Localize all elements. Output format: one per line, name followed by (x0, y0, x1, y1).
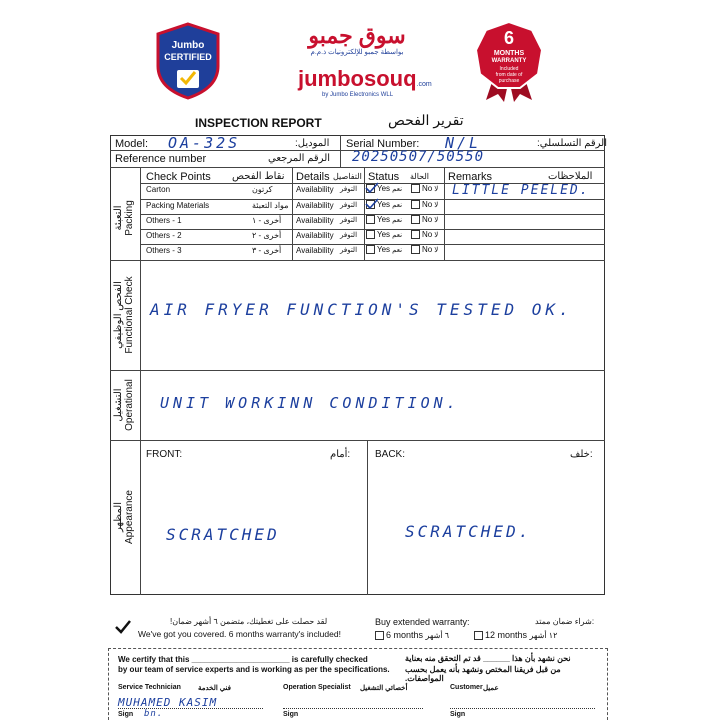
souq-jumbo-logo (282, 24, 432, 64)
extended-ar: شراء ضمان ممتد: (535, 617, 595, 626)
no-label-ar: لا (434, 232, 439, 239)
yes-label-ar: نعم (392, 202, 403, 209)
serial-value[interactable]: N/L (445, 134, 482, 152)
row-availability-ar: التوفر (340, 202, 358, 209)
no-label-ar: لا (434, 202, 439, 209)
logo-en: jumbosouq (298, 66, 417, 91)
row-availability-ar: التوفر (340, 217, 358, 224)
yes-label: Yes (377, 215, 391, 224)
row-check-ar: أخرى - ٣ (252, 246, 282, 255)
logo-en-domain: .com (416, 81, 432, 88)
operational-ar: التشغيل (113, 388, 124, 422)
row-availability: Availability (296, 231, 334, 240)
tech-name[interactable]: MUHAMED KASIM (118, 696, 218, 709)
tech-sign-label: Sign (118, 711, 134, 718)
badge-line2: CERTIFIED (164, 52, 212, 62)
ops-sign-label: Sign (283, 711, 299, 718)
row-check-en: Carton (146, 185, 171, 194)
packing-en: Packing (124, 200, 135, 236)
appearance-en: Appearance (124, 490, 135, 544)
row-availability: Availability (296, 201, 334, 210)
opt-12-checkbox[interactable] (474, 631, 483, 640)
cust-name-line[interactable] (450, 708, 595, 709)
row-availability: Availability (296, 216, 334, 225)
front-text[interactable]: SCRATCHED (166, 525, 280, 544)
yes-label-ar: نعم (392, 186, 403, 193)
appearance-ar: المظهر (113, 502, 124, 532)
back-label: BACK: (375, 449, 406, 460)
tech-name-line (118, 708, 263, 709)
checkmark-icon (114, 618, 132, 641)
remark-carton[interactable]: LITTLE PEELED. (452, 183, 590, 198)
logo-en-sub: by Jumbo Electronics WLL (322, 92, 394, 98)
row-check-en: Others - 3 (146, 246, 182, 255)
tick-icon (365, 197, 379, 215)
appearance-label (113, 477, 137, 557)
certify-ar-line1: نحن نشهد بأن هذا ______ قد تم التحقق منه بعناية (405, 654, 571, 663)
back-text[interactable]: SCRATCHED. (405, 522, 532, 541)
opt-6-months[interactable] (375, 630, 449, 640)
certify-line2: by our team of service experts and is working as per the specifications. (118, 665, 390, 674)
yes-label: Yes (377, 245, 391, 254)
yes-checkbox[interactable] (366, 245, 375, 254)
warranty-num: 6 (503, 28, 514, 48)
tech-label-ar: فني الخدمة (198, 685, 232, 692)
row-yes-option[interactable] (366, 215, 402, 224)
row-no-option[interactable] (411, 200, 438, 209)
back-label-ar: خلف: (570, 449, 593, 460)
warranty-line5: purchase (498, 78, 520, 84)
warranty-line3: Included (499, 66, 519, 72)
row-check-ar: أخرى - ١ (252, 216, 282, 225)
cust-label: Customer (450, 684, 483, 691)
title-en: INSPECTION REPORT (195, 116, 322, 130)
row-check-ar: مواد التعبئة (252, 201, 289, 210)
opt-6-checkbox[interactable] (375, 631, 384, 640)
no-checkbox[interactable] (411, 200, 420, 209)
no-label: No (422, 184, 433, 193)
warranty-seal (472, 20, 546, 102)
serial-label: Serial Number: (346, 138, 420, 150)
packing-ar: التعبئة (113, 205, 124, 231)
no-checkbox[interactable] (411, 230, 420, 239)
functional-text[interactable]: AIR FRYER FUNCTION'S TESTED OK. (150, 300, 573, 319)
serial-label-ar: الرقم التسلسلي: (537, 138, 607, 149)
row-check-en: Others - 2 (146, 231, 182, 240)
functional-ar: الفحص الوظيفي (113, 281, 124, 349)
row-availability-ar: التوفر (340, 247, 358, 254)
no-label: No (422, 245, 433, 254)
opt-12-en: 12 months (485, 630, 528, 640)
col-details: Details (296, 171, 330, 183)
col-check: Check Points (146, 171, 211, 183)
opt-6-ar: ٦ أشهر (425, 631, 450, 640)
ref-label: Reference number (115, 153, 207, 165)
yes-label-ar: نعم (392, 232, 403, 239)
front-label: FRONT: (146, 449, 183, 460)
functional-en: Functional Check (124, 276, 135, 354)
opt-6-en: 6 months (386, 630, 424, 640)
row-check-en: Packing Materials (146, 201, 210, 210)
row-availability-ar: التوفر (340, 232, 358, 239)
certify-line1-a: We certify that this (118, 655, 190, 664)
no-checkbox[interactable] (411, 245, 420, 254)
ref-label-ar: الرقم المرجعي (268, 153, 331, 164)
operational-text[interactable]: UNIT WORKINN CONDITION. (160, 394, 460, 412)
row-availability: Availability (296, 246, 334, 255)
ops-name-line[interactable] (283, 708, 423, 709)
covered-ar: لقد حصلت على تغطيتك، متضمن ٦ أشهر ضمان! (170, 617, 328, 626)
yes-checkbox[interactable] (366, 230, 375, 239)
no-label: No (422, 215, 433, 224)
row-no-option[interactable] (411, 215, 438, 224)
certify-line1: We certify that this ______________________ is carefully checked (118, 655, 368, 664)
col-remarks: Remarks (448, 171, 493, 183)
row-availability: Availability (296, 185, 334, 194)
no-label: No (422, 200, 433, 209)
certify-line1-b: is carefully checked (291, 655, 368, 664)
row-no-option[interactable] (411, 230, 438, 239)
model-label: Model: (115, 138, 149, 150)
col-status-ar: الحالة (410, 172, 429, 181)
no-label-ar: لا (434, 186, 439, 193)
covered-en: We've got you covered. 6 months warranty's included! (138, 629, 341, 639)
warranty-line1: MONTHS (493, 50, 525, 57)
row-check-ar: كرتون (252, 185, 273, 194)
row-yes-option[interactable] (366, 245, 402, 254)
yes-label-ar: نعم (392, 217, 403, 224)
row-no-option[interactable] (411, 245, 438, 254)
ops-label: Operation Specialist (283, 684, 351, 691)
jumbosouq-logo (282, 66, 442, 102)
title-ar: تقرير الفحص (388, 112, 464, 128)
ops-label-ar: أخصائي التشغيل (360, 685, 408, 692)
no-checkbox[interactable] (411, 215, 420, 224)
logo-ar-sub: بواسطة جمبو للإلكترونيات ذ.م.م (310, 49, 404, 56)
logo-ar: سوق جمبو (308, 23, 406, 48)
row-no-option[interactable] (411, 184, 438, 193)
cust-sign-label: Sign (450, 711, 466, 718)
warranty-line2: WARRANTY (491, 58, 527, 64)
extended-en: Buy extended warranty: (375, 617, 470, 627)
operational-en: Operational (124, 379, 135, 431)
functional-label (113, 265, 137, 365)
row-yes-option[interactable] (366, 230, 402, 239)
no-label-ar: لا (434, 217, 439, 224)
model-value[interactable]: OA-32S (168, 134, 241, 152)
yes-label: Yes (377, 184, 391, 193)
row-availability-ar: التوفر (340, 186, 358, 193)
yes-label: Yes (377, 200, 391, 209)
certified-badge (155, 22, 221, 100)
col-remarks-ar: الملاحظات (548, 171, 593, 182)
front-label-ar: أمام: (330, 449, 351, 460)
col-status: Status (368, 171, 400, 183)
row-check-ar: أخرى - ٢ (252, 231, 282, 240)
no-label-ar: لا (434, 247, 439, 254)
operational-label (113, 365, 137, 445)
opt-12-ar: ١٢ أشهر (529, 631, 558, 640)
no-checkbox[interactable] (411, 184, 420, 193)
tech-sign-value[interactable]: bn. (144, 709, 164, 719)
yes-checkbox[interactable] (366, 215, 375, 224)
col-check-ar: نقاط الفحص (232, 171, 285, 182)
cust-label-ar: عميل (483, 685, 499, 692)
certify-ar-line2: من قبل فريقنا المختص ونشهد بأنه يعمل بحسب المواصفات. (405, 665, 561, 683)
warranty-line4: from date of (495, 72, 523, 78)
model-label-ar: الموديل: (295, 138, 330, 149)
badge-line1: Jumbo (171, 40, 205, 51)
row-check-en: Others - 1 (146, 216, 182, 225)
no-label: No (422, 230, 433, 239)
packing-label (113, 188, 137, 248)
col-details-ar: التفاصيل (333, 172, 362, 181)
yes-label: Yes (377, 230, 391, 239)
ref-value[interactable]: 20250507/50550 (352, 149, 485, 165)
opt-12-months[interactable] (474, 630, 557, 640)
yes-label-ar: نعم (392, 247, 403, 254)
tech-label: Service Technician (118, 684, 181, 691)
